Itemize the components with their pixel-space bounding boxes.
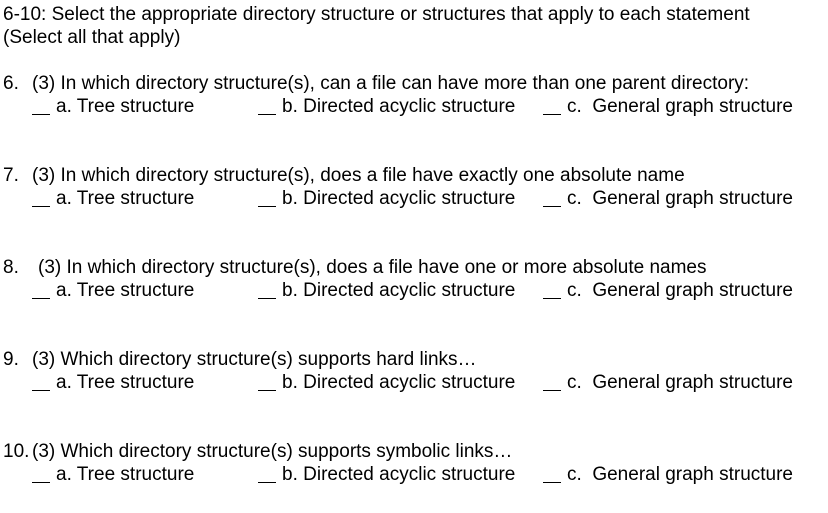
answer-blank[interactable]: [543, 389, 561, 391]
option-c[interactable]: [543, 371, 793, 394]
option-b[interactable]: [258, 279, 515, 302]
option-label: b. Directed acyclic structure: [282, 464, 516, 485]
answer-blank[interactable]: [32, 297, 50, 299]
question-8: [0, 256, 828, 306]
question-10: [0, 440, 828, 490]
instructions-line-2: (Select all that apply): [3, 27, 181, 48]
answer-blank[interactable]: [543, 297, 561, 299]
option-b[interactable]: [258, 371, 515, 394]
option-label: c. General graph structure: [567, 280, 793, 301]
option-label: c. General graph structure: [567, 464, 793, 485]
option-c[interactable]: [543, 279, 793, 302]
option-label: b. Directed acyclic structure: [282, 96, 516, 117]
question-number: 9.: [3, 349, 19, 370]
option-label: a. Tree structure: [56, 96, 195, 117]
option-label: c. General graph structure: [567, 188, 793, 209]
answer-blank[interactable]: [543, 481, 561, 483]
option-b[interactable]: [258, 463, 515, 486]
option-label: b. Directed acyclic structure: [282, 372, 516, 393]
answer-blank[interactable]: [258, 389, 276, 391]
question-9: [0, 348, 828, 398]
option-c[interactable]: [543, 463, 793, 486]
option-b[interactable]: [258, 187, 515, 210]
option-b[interactable]: [258, 95, 515, 118]
question-text: (3) Which directory structure(s) supports symbolic links…: [32, 441, 513, 462]
question-number: 8.: [3, 257, 19, 278]
option-label: a. Tree structure: [56, 372, 195, 393]
answer-blank[interactable]: [32, 481, 50, 483]
option-label: a. Tree structure: [56, 188, 195, 209]
answer-blank[interactable]: [258, 113, 276, 115]
answer-blank[interactable]: [258, 481, 276, 483]
answer-blank[interactable]: [258, 297, 276, 299]
question-number: 6.: [3, 73, 19, 94]
option-a[interactable]: [32, 187, 194, 210]
answer-blank[interactable]: [32, 205, 50, 207]
option-label: a. Tree structure: [56, 280, 195, 301]
question-text: (3) In which directory structure(s), can a file can have more than one parent directory:: [32, 73, 750, 94]
answer-blank[interactable]: [32, 113, 50, 115]
option-a[interactable]: [32, 95, 194, 118]
question-number: 7.: [3, 165, 19, 186]
question-text: (3) In which directory structure(s), does a file have exactly one absolute name: [32, 165, 685, 186]
option-label: c. General graph structure: [567, 372, 793, 393]
option-label: c. General graph structure: [567, 96, 793, 117]
answer-blank[interactable]: [258, 205, 276, 207]
question-text: (3) In which directory structure(s), does a file have one or more absolute names: [38, 257, 707, 278]
option-c[interactable]: [543, 95, 793, 118]
option-a[interactable]: [32, 463, 194, 486]
answer-blank[interactable]: [32, 389, 50, 391]
question-7: [0, 164, 828, 214]
option-c[interactable]: [543, 187, 793, 210]
question-number: 10.: [3, 441, 30, 462]
question-text: (3) Which directory structure(s) supports hard links…: [32, 349, 477, 370]
option-label: b. Directed acyclic structure: [282, 280, 516, 301]
answer-blank[interactable]: [543, 205, 561, 207]
answer-blank[interactable]: [543, 113, 561, 115]
option-a[interactable]: [32, 371, 194, 394]
option-label: a. Tree structure: [56, 464, 195, 485]
instructions-line-1: 6-10: Select the appropriate directory structure or structures that apply to each statement: [3, 4, 750, 25]
question-6: [0, 72, 828, 122]
option-label: b. Directed acyclic structure: [282, 188, 516, 209]
option-a[interactable]: [32, 279, 194, 302]
